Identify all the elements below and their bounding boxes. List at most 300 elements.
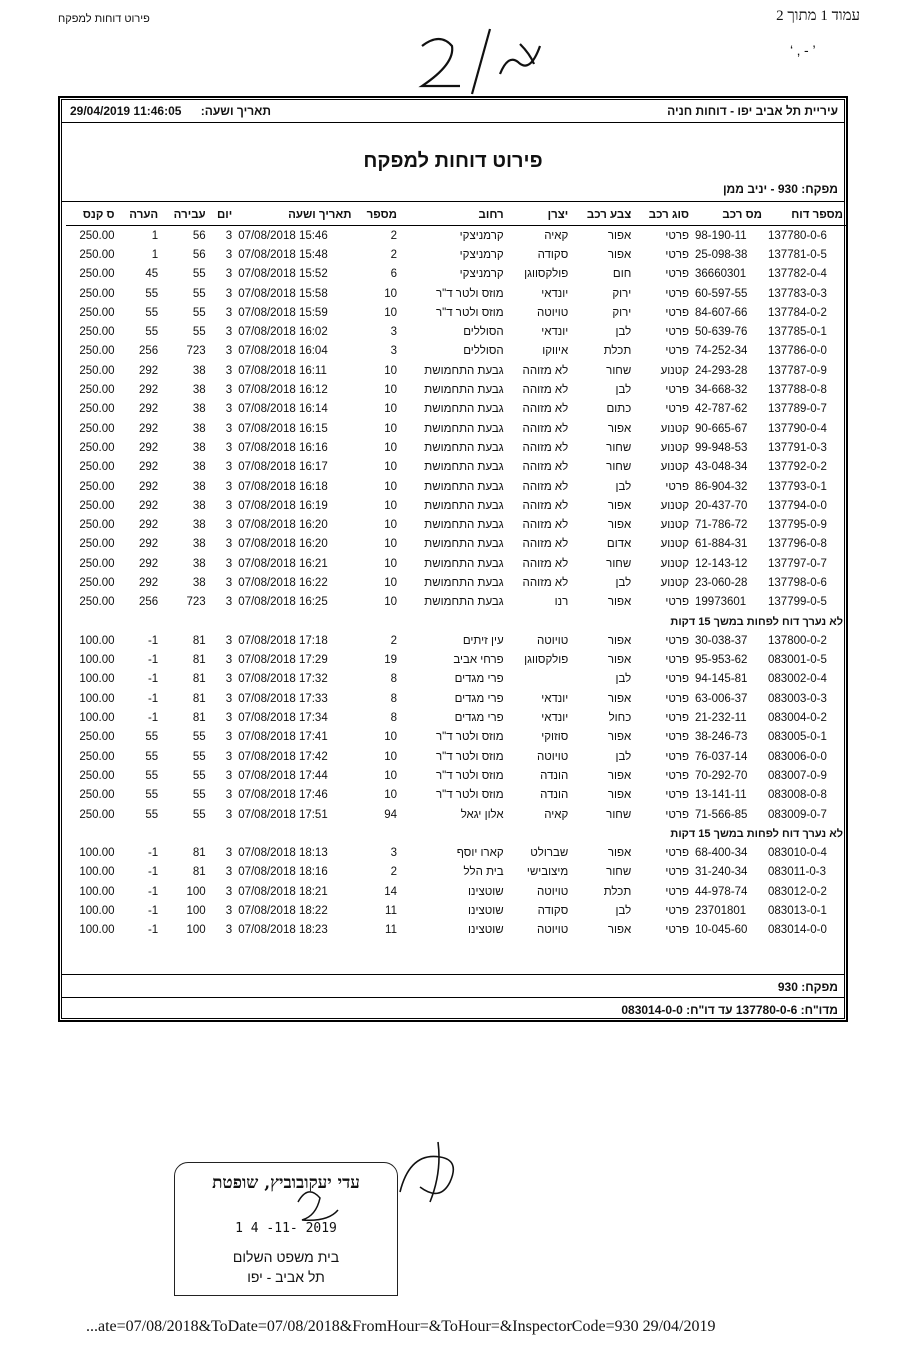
cell-maker: לא מזוהה (522, 519, 569, 532)
cell-offense: 81 (192, 847, 206, 860)
cell-plate: 71-566-85 (695, 808, 748, 821)
cell-day: 3 (225, 306, 233, 319)
cell-dt: 07/08/2018 16:16 (238, 441, 328, 454)
cell-fine: 100.00 (79, 673, 115, 686)
cell-dt: 07/08/2018 17:33 (238, 692, 328, 705)
cell-num: 2 (390, 229, 397, 242)
cell-report: 137782-0-4 (768, 268, 827, 281)
cell-type: פרטי (665, 268, 690, 281)
cell-report: 083006-0-0 (768, 750, 827, 763)
report-top-row (62, 104, 844, 120)
cell-color: לבן (615, 576, 632, 589)
divider (62, 122, 844, 123)
table-row (66, 651, 846, 670)
cell-plate: 34-668-32 (695, 384, 748, 397)
cell-street: שוטצינו (468, 885, 504, 898)
cell-fine: 100.00 (79, 866, 115, 879)
cell-num: 10 (384, 306, 397, 319)
cell-note: 1- (147, 847, 159, 860)
cell-plate: 70-292-70 (695, 769, 748, 782)
cell-maker: לא מזוהה (522, 403, 569, 416)
table-row (66, 400, 846, 419)
table-row (66, 670, 846, 689)
signature-scribble (380, 1132, 490, 1212)
table-row (66, 844, 846, 863)
table-row (66, 245, 846, 264)
cell-fine: 250.00 (79, 461, 115, 474)
table-row (66, 342, 846, 361)
cell-fine: 250.00 (79, 731, 115, 744)
footer-range: מדו"ח: 137780-0-6 עד דו"ח: 083014-0-0 (621, 1003, 838, 1017)
cell-note: 292 (139, 538, 159, 551)
table-row (66, 593, 846, 612)
cell-offense: 56 (192, 248, 206, 261)
cell-num: 10 (384, 769, 397, 782)
cell-day: 3 (225, 596, 233, 609)
cell-note: 292 (139, 576, 159, 589)
cell-day: 3 (225, 866, 233, 879)
cell-report: 137791-0-3 (768, 441, 827, 454)
cell-num: 3 (390, 847, 397, 860)
cell-plate: 90-665-67 (695, 422, 748, 435)
cell-dt: 07/08/2018 18:21 (238, 885, 328, 898)
table-row (66, 901, 846, 920)
cell-dt: 07/08/2018 16:02 (238, 326, 328, 339)
cell-offense: 38 (192, 461, 206, 474)
cell-day: 3 (225, 673, 233, 686)
cell-report: 137795-0-9 (768, 519, 827, 532)
cell-note: 55 (145, 306, 159, 319)
cell-color: לבן (615, 673, 632, 686)
cell-offense: 81 (192, 866, 206, 879)
cell-offense: 38 (192, 538, 206, 551)
cell-street: קרמניצקי (459, 248, 504, 261)
cell-fine: 250.00 (79, 480, 115, 493)
cell-num: 10 (384, 557, 397, 570)
cell-num: 10 (384, 461, 397, 474)
cell-color: לבן (615, 480, 632, 493)
cell-maker: טויוטה (536, 924, 569, 937)
cell-fine: 100.00 (79, 847, 115, 860)
cell-color: אדום (606, 538, 632, 551)
cell-plate: 25-098-38 (695, 248, 748, 261)
cell-note: 292 (139, 403, 159, 416)
cell-maker: מיצובישי (526, 866, 569, 879)
cell-day: 3 (225, 248, 233, 261)
cell-fine: 250.00 (79, 287, 115, 300)
cell-day: 3 (225, 441, 233, 454)
cell-street: הסוללים (463, 345, 504, 358)
cell-offense: 38 (192, 422, 206, 435)
cell-street: גבעת התחמושת (424, 499, 504, 512)
cell-fine: 100.00 (79, 654, 115, 667)
cell-dt: 07/08/2018 17:42 (238, 750, 328, 763)
cell-report: 137788-0-8 (768, 384, 827, 397)
cell-dt: 07/08/2018 15:58 (238, 287, 328, 300)
cell-type: פרטי (665, 712, 690, 725)
cell-fine: 250.00 (79, 364, 115, 377)
cell-color: חום (612, 268, 632, 281)
cell-color: כחול (608, 712, 632, 725)
cell-street: מוזס ולטר ד"ר (436, 750, 504, 763)
cell-offense: 55 (192, 750, 206, 763)
cell-note: 256 (139, 596, 159, 609)
gap-notice-row (66, 824, 846, 843)
cell-street: גבעת התחמושת (424, 441, 504, 454)
cell-plate: 68-400-34 (695, 847, 748, 860)
cell-color: שחור (606, 808, 632, 821)
cell-fine: 100.00 (79, 885, 115, 898)
cell-offense: 55 (192, 268, 206, 281)
column-header: מספר דוח (765, 205, 846, 226)
table-row (66, 766, 846, 785)
cell-dt: 07/08/2018 18:23 (238, 924, 328, 937)
cell-day: 3 (225, 499, 233, 512)
cell-street: גבעת התחמושת (424, 480, 504, 493)
cell-maker: יונדאי (541, 287, 569, 300)
cell-dt: 07/08/2018 16:19 (238, 499, 328, 512)
cell-street: גבעת התחמושת (424, 576, 504, 589)
cell-fine: 250.00 (79, 403, 115, 416)
cell-report: 083003-0-3 (768, 692, 827, 705)
cell-day: 3 (225, 789, 233, 802)
cell-street: גבעת התחמושת (424, 519, 504, 532)
table-row (66, 921, 846, 940)
municipality-label: עיריית תל אביב יפו - דוחות חניה (667, 104, 838, 118)
cell-day: 3 (225, 461, 233, 474)
cell-color: אפור (607, 924, 632, 937)
cell-day: 3 (225, 692, 233, 705)
cell-offense: 81 (192, 634, 206, 647)
cell-fine: 250.00 (79, 441, 115, 454)
cell-day: 3 (225, 326, 233, 339)
column-header: מס רכב (692, 205, 765, 226)
cell-plate: 43-048-34 (695, 461, 748, 474)
cell-offense: 55 (192, 326, 206, 339)
column-header: עבירה (161, 205, 208, 226)
cell-maker: יונדאי (541, 692, 569, 705)
cell-day: 3 (225, 576, 233, 589)
cell-day: 3 (225, 268, 233, 281)
cell-num: 8 (390, 673, 397, 686)
cell-fine: 250.00 (79, 557, 115, 570)
cell-type: פרטי (665, 905, 690, 918)
table-row (66, 554, 846, 573)
cell-note: 55 (145, 287, 159, 300)
cell-note: 1- (147, 692, 159, 705)
cell-report: 137784-0-2 (768, 306, 827, 319)
cell-color: שחור (606, 866, 632, 879)
cell-fine: 250.00 (79, 789, 115, 802)
cell-maker: לא מזוהה (522, 441, 569, 454)
cell-street: גבעת התחמושת (424, 403, 504, 416)
cell-maker: טויוטה (536, 750, 569, 763)
cell-maker: סקודה (537, 248, 569, 261)
cell-maker: איווקו (542, 345, 569, 358)
cell-type: קטנוע (660, 461, 690, 474)
column-header: תאריך ושעה (235, 205, 354, 226)
cell-type: פרטי (665, 480, 690, 493)
cell-plate: 94-145-81 (695, 673, 748, 686)
table-row (66, 631, 846, 650)
cell-offense: 38 (192, 576, 206, 589)
cell-day: 3 (225, 422, 233, 435)
cell-day: 3 (225, 384, 233, 397)
cell-color: אפור (607, 229, 632, 242)
cell-plate: 95-953-62 (695, 654, 748, 667)
cell-day: 3 (225, 364, 233, 377)
cell-type: פרטי (665, 885, 690, 898)
cell-fine: 100.00 (79, 634, 115, 647)
cell-plate: 20-437-70 (695, 499, 748, 512)
cell-dt: 07/08/2018 17:29 (238, 654, 328, 667)
column-header: יצרן (507, 205, 572, 226)
cell-plate: 42-787-62 (695, 403, 748, 416)
cell-maker: לא מזוהה (522, 422, 569, 435)
cell-dt: 07/08/2018 16:11 (238, 364, 327, 377)
cell-plate: 19973601 (695, 596, 747, 609)
cell-fine: 250.00 (79, 808, 115, 821)
cell-maker: רנו (554, 596, 569, 609)
cell-day: 3 (225, 885, 233, 898)
cell-note: 1- (147, 634, 159, 647)
cell-maker: שברולט (530, 847, 569, 860)
cell-note: 292 (139, 519, 159, 532)
cell-note: 55 (145, 750, 159, 763)
cell-offense: 38 (192, 441, 206, 454)
cell-maker: סוזוקי (541, 731, 569, 744)
cell-num: 14 (384, 885, 397, 898)
cell-offense: 55 (192, 769, 206, 782)
cell-type: קטנוע (660, 538, 690, 551)
table-row (66, 747, 846, 766)
cell-offense: 723 (186, 596, 206, 609)
cell-dt: 07/08/2018 16:12 (238, 384, 328, 397)
page-count: עמוד 1 מתוך 2 (776, 8, 860, 24)
gap-notice: לא נערך דוח לפחות במשך 15 דקות (670, 615, 843, 628)
cell-maker: יונדאי (541, 326, 569, 339)
table-row (66, 458, 846, 477)
cell-dt: 07/08/2018 15:46 (238, 229, 328, 242)
cell-report: 083012-0-2 (768, 885, 827, 898)
cell-note: 1- (147, 654, 159, 667)
cell-offense: 38 (192, 499, 206, 512)
cell-type: פרטי (665, 847, 690, 860)
cell-dt: 07/08/2018 16:20 (238, 538, 328, 551)
cell-dt: 07/08/2018 16:18 (238, 480, 328, 493)
cell-dt: 07/08/2018 18:22 (238, 905, 328, 918)
cell-street: פרי מגדים (454, 712, 504, 725)
cell-street: קארו יוסף (456, 847, 504, 860)
cell-day: 3 (225, 519, 233, 532)
cell-plate: 31-240-34 (695, 866, 748, 879)
cell-color: לבן (615, 326, 632, 339)
cell-report: 137792-0-2 (768, 461, 827, 474)
table-row (66, 728, 846, 747)
stamp-date: 1 4 -11- 2019 (235, 1221, 337, 1236)
cell-day: 3 (225, 403, 233, 416)
cell-num: 2 (390, 866, 397, 879)
cell-num: 10 (384, 576, 397, 589)
cell-color: ירוק (612, 306, 632, 319)
cell-offense: 723 (186, 345, 206, 358)
cell-report: 083011-0-3 (768, 866, 826, 879)
cell-note: 1 (151, 248, 159, 261)
cell-fine: 250.00 (79, 229, 115, 242)
cell-report: 137789-0-7 (768, 403, 827, 416)
cell-dt: 07/08/2018 17:34 (238, 712, 328, 725)
table-row (66, 882, 846, 901)
column-header: מספר (355, 205, 400, 226)
footer-supplier: מפקח: 930 (777, 980, 838, 994)
cell-color: אפור (607, 769, 632, 782)
cell-fine: 250.00 (79, 538, 115, 551)
stamp-court: בית משפט השלום (232, 1249, 340, 1265)
cell-color: אפור (607, 519, 632, 532)
stamp-city: תל אביב - יפו (247, 1269, 325, 1285)
table-row (66, 496, 846, 515)
cell-fine: 250.00 (79, 769, 115, 782)
divider (62, 201, 844, 202)
cell-dt: 07/08/2018 15:48 (238, 248, 328, 261)
cell-num: 10 (384, 480, 397, 493)
cell-day: 3 (225, 654, 233, 667)
table-row (66, 361, 846, 380)
table-row (66, 380, 846, 399)
cell-plate: 98-190-11 (695, 229, 747, 242)
cell-day: 3 (225, 287, 233, 300)
cell-report: 137799-0-5 (768, 596, 827, 609)
cell-plate: 99-948-53 (695, 441, 748, 454)
cell-offense: 38 (192, 557, 206, 570)
cell-offense: 100 (186, 905, 206, 918)
column-header: סוג רכב (634, 205, 692, 226)
cell-dt: 07/08/2018 16:15 (238, 422, 328, 435)
cell-color: כתום (606, 403, 632, 416)
cell-plate: 60-597-55 (695, 287, 748, 300)
cell-num: 2 (390, 634, 397, 647)
cell-type: פרטי (665, 248, 690, 261)
cell-num: 10 (384, 403, 397, 416)
cell-num: 10 (384, 384, 397, 397)
cell-dt: 07/08/2018 16:21 (238, 557, 328, 570)
cell-color: ירוק (612, 287, 632, 300)
cell-street: מוזס ולטר ד"ר (436, 789, 504, 802)
cell-street: פרי מגדים (454, 673, 504, 686)
cell-report: 137800-0-2 (768, 634, 827, 647)
cell-offense: 38 (192, 480, 206, 493)
cell-color: תכלת (603, 345, 632, 358)
cell-note: 55 (145, 326, 159, 339)
table-row (66, 322, 846, 341)
cell-day: 3 (225, 538, 233, 551)
cell-color: אפור (607, 731, 632, 744)
cell-type: פרטי (665, 731, 690, 744)
cell-maker: קאיה (544, 808, 569, 821)
cell-note: 1- (147, 673, 159, 686)
cell-plate: 63-006-37 (695, 692, 748, 705)
cell-note: 292 (139, 441, 159, 454)
cell-report: 137783-0-3 (768, 287, 827, 300)
cell-offense: 55 (192, 306, 206, 319)
table-row (66, 226, 846, 246)
cell-color: לבן (615, 905, 632, 918)
table-row (66, 419, 846, 438)
table-row (66, 477, 846, 496)
cell-report: 137790-0-4 (768, 422, 827, 435)
cell-dt: 07/08/2018 16:22 (238, 576, 328, 589)
column-header: ס קנס (66, 205, 118, 226)
cell-report: 137787-0-9 (768, 364, 827, 377)
table-row (66, 515, 846, 534)
cell-note: 55 (145, 808, 159, 821)
cell-plate: 71-786-72 (695, 519, 748, 532)
table-header-row (66, 205, 846, 226)
cell-type: קטנוע (660, 557, 690, 570)
cell-num: 8 (390, 712, 397, 725)
cell-num: 10 (384, 750, 397, 763)
cell-street: מוזס ולטר ד"ר (436, 306, 504, 319)
cell-fine: 250.00 (79, 499, 115, 512)
cell-plate: 50-639-76 (695, 326, 748, 339)
cell-num: 3 (390, 345, 397, 358)
cell-street: גבעת התחמושת (424, 384, 504, 397)
cell-report: 083001-0-5 (768, 654, 827, 667)
cell-num: 10 (384, 499, 397, 512)
cell-day: 3 (225, 712, 233, 725)
table-row (66, 863, 846, 882)
cell-color: שחור (606, 364, 632, 377)
cell-note: 256 (139, 345, 159, 358)
cell-fine: 250.00 (79, 576, 115, 589)
cell-maker: יונדאי (541, 712, 569, 725)
cell-street: אלון יגאל (460, 808, 504, 821)
cell-maker: סקודה (537, 905, 569, 918)
cell-num: 10 (384, 519, 397, 532)
cell-type: פרטי (665, 596, 690, 609)
cell-day: 3 (225, 808, 233, 821)
cell-color: שחור (606, 441, 632, 454)
cell-day: 3 (225, 750, 233, 763)
cell-maker (507, 670, 572, 689)
cell-street: בית הלל (463, 866, 504, 879)
cell-day: 3 (225, 769, 233, 782)
cell-type: קטנוע (660, 576, 690, 589)
cell-report: 083009-0-7 (768, 808, 827, 821)
cell-num: 6 (390, 268, 397, 281)
cell-day: 3 (225, 847, 233, 860)
cell-report: 083004-0-2 (768, 712, 827, 725)
cell-color: אפור (607, 634, 632, 647)
cell-offense: 81 (192, 673, 206, 686)
report-inner-border (61, 99, 845, 1019)
cell-note: 1- (147, 905, 159, 918)
cell-note: 292 (139, 461, 159, 474)
cell-maker: לא מזוהה (522, 461, 569, 474)
cell-num: 11 (385, 905, 397, 918)
cell-note: 292 (139, 480, 159, 493)
cell-color: אפור (607, 248, 632, 261)
cell-color: לבן (615, 750, 632, 763)
cell-num: 10 (384, 731, 397, 744)
cell-report: 137793-0-1 (768, 480, 827, 493)
cell-fine: 250.00 (79, 268, 115, 281)
cell-fine: 250.00 (79, 384, 115, 397)
column-header: צבע רכב (571, 205, 634, 226)
cell-maker: קאיה (544, 229, 569, 242)
cell-dt: 07/08/2018 18:16 (238, 866, 328, 879)
cell-street: מוזס ולטר ד"ר (436, 731, 504, 744)
